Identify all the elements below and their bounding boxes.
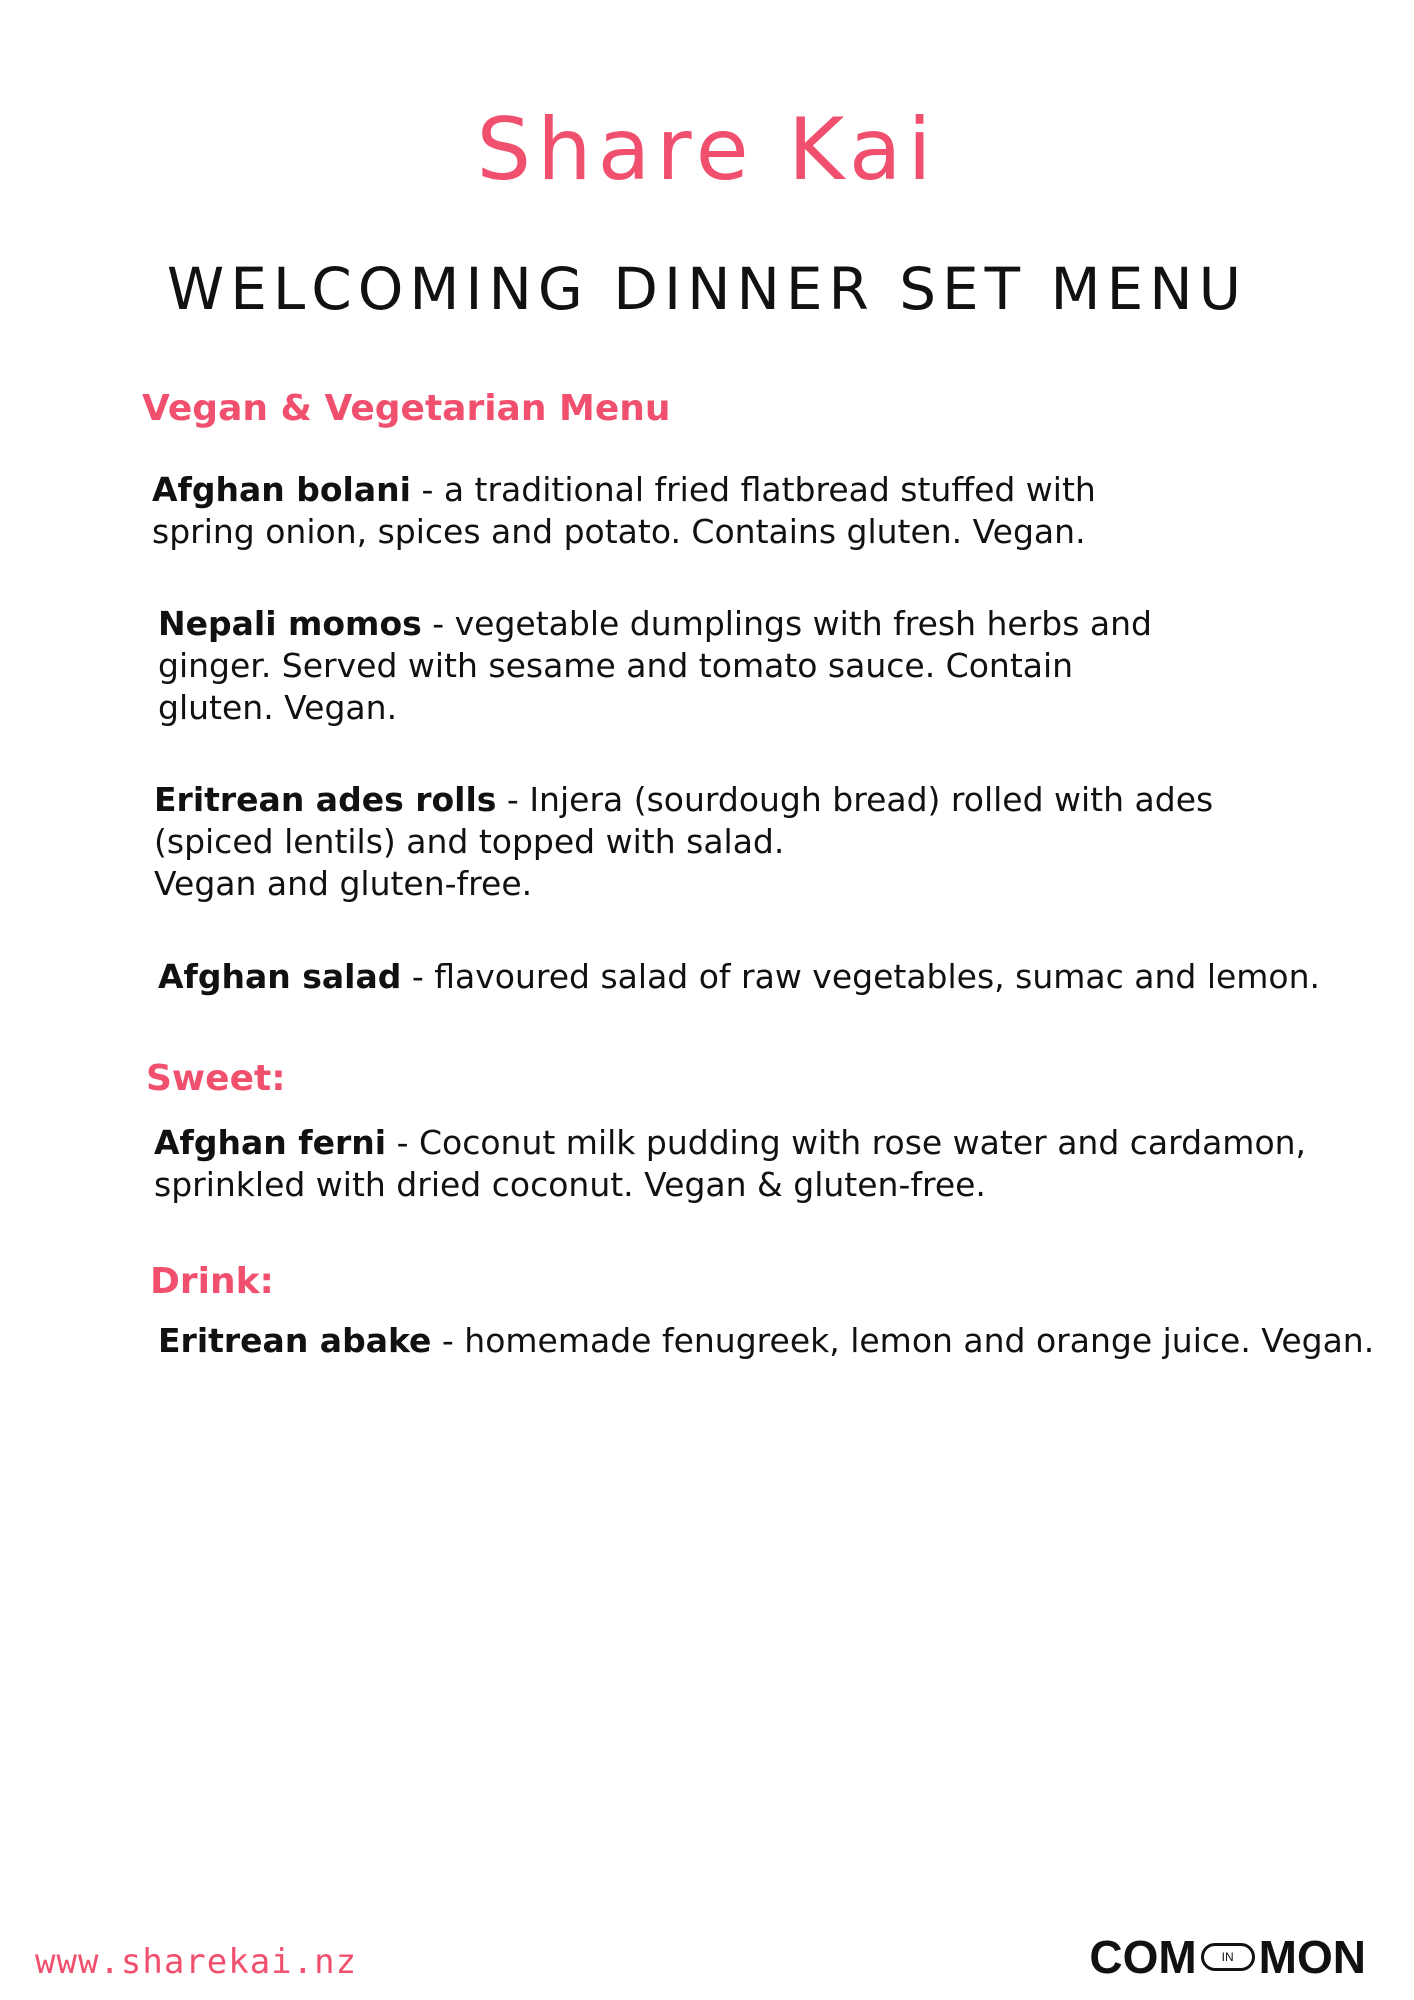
menu-title: WELCOMING DINNER SET MENU xyxy=(166,255,1248,323)
item-description: - a traditional fried flatbread stuffed with xyxy=(410,470,1096,509)
item-description: - vegetable dumplings with fresh herbs and xyxy=(421,604,1153,643)
menu-item xyxy=(154,1122,1306,1206)
vegan-menu-heading: Vegan & Vegetarian Menu xyxy=(142,388,671,429)
menu-item xyxy=(158,956,1320,998)
website-link[interactable]: www.sharekai.nz xyxy=(35,1942,358,1982)
item-description: spring onion, spices and potato. Contains gluten. Vegan. xyxy=(152,512,1086,551)
item-name: Afghan ferni xyxy=(154,1123,387,1162)
menu-item xyxy=(152,469,1096,553)
sweet-heading: Sweet: xyxy=(146,1058,286,1099)
logo-text-left: COM xyxy=(1089,1931,1197,1983)
item-name: Afghan bolani xyxy=(152,470,411,509)
item-name: Afghan salad xyxy=(158,957,402,996)
item-description: Vegan and gluten-free. xyxy=(154,864,533,903)
item-name: Eritrean abake xyxy=(158,1321,432,1360)
drink-heading: Drink: xyxy=(150,1261,274,1302)
common-logo xyxy=(1089,1930,1366,1984)
menu-item xyxy=(154,779,1213,905)
item-name: Nepali momos xyxy=(158,604,422,643)
menu-item xyxy=(158,1320,1374,1362)
item-description: sprinkled with dried coconut. Vegan & gluten-free. xyxy=(154,1165,986,1204)
logo-text-right: MON xyxy=(1258,1931,1366,1983)
item-name: Eritrean ades rolls xyxy=(154,780,497,819)
item-description: - flavoured salad of raw vegetables, sumac and lemon. xyxy=(401,957,1321,996)
logo-badge: IN xyxy=(1201,1943,1255,1971)
item-description: - Coconut milk pudding with rose water and cardamon, xyxy=(386,1123,1307,1162)
item-description: gluten. Vegan. xyxy=(158,688,398,727)
item-description: - homemade fenugreek, lemon and orange juice. Vegan. xyxy=(431,1321,1375,1360)
brand-title: Share Kai xyxy=(476,100,938,200)
item-description: ginger. Served with sesame and tomato sauce. Contain xyxy=(158,646,1074,685)
item-description: (spiced lentils) and topped with salad. xyxy=(154,822,785,861)
menu-item xyxy=(158,603,1152,729)
item-description: - Injera (sourdough bread) rolled with ades xyxy=(496,780,1214,819)
